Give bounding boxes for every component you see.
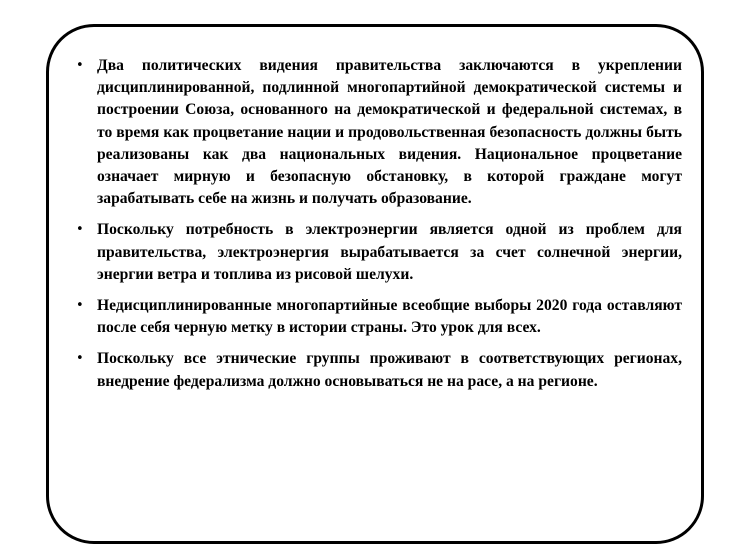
- bullet-icon: •: [76, 298, 84, 314]
- bullet-text: Два политических видения правительства заключаются в укреплении дисциплинированной, подлинной многопартийной демократической системы и построении Союза, основанного на демократической и федеральной системах, в то время как процветание нации и продовольственная безопасность должны быть реализованы как два национальных видения. Национальное процветание означает мирную и безопасную обстановку, в которой граждане могут зарабатывать себе на жизнь и получать образование.: [97, 57, 682, 208]
- bullet-item-government-visions: [74, 55, 682, 210]
- bullet-icon: •: [76, 58, 84, 73]
- bullet-item-electricity: [74, 219, 682, 286]
- bullet-text: Поскольку потребность в электроэнергии является одной из проблем для правительства, электроэнергия вырабатывается за счет солнечной энергии, энергии ветра и топлива из рисовой шелухи.: [97, 221, 682, 283]
- bullet-item-federalism: [74, 348, 682, 392]
- bullet-icon: •: [76, 351, 84, 367]
- bullet-list: [74, 55, 682, 402]
- bullet-item-elections: [74, 295, 682, 339]
- bullet-text: Недисциплинированные многопартийные всеобщие выборы 2020 года оставляют после себя черную метку в истории страны. Это урок для всех.: [97, 297, 682, 337]
- bullet-text: Поскольку все этнические группы проживают в соответствующих регионах, внедрение федерализма должно основываться не на расе, а на регионе.: [97, 350, 682, 390]
- bullet-icon: •: [76, 222, 84, 238]
